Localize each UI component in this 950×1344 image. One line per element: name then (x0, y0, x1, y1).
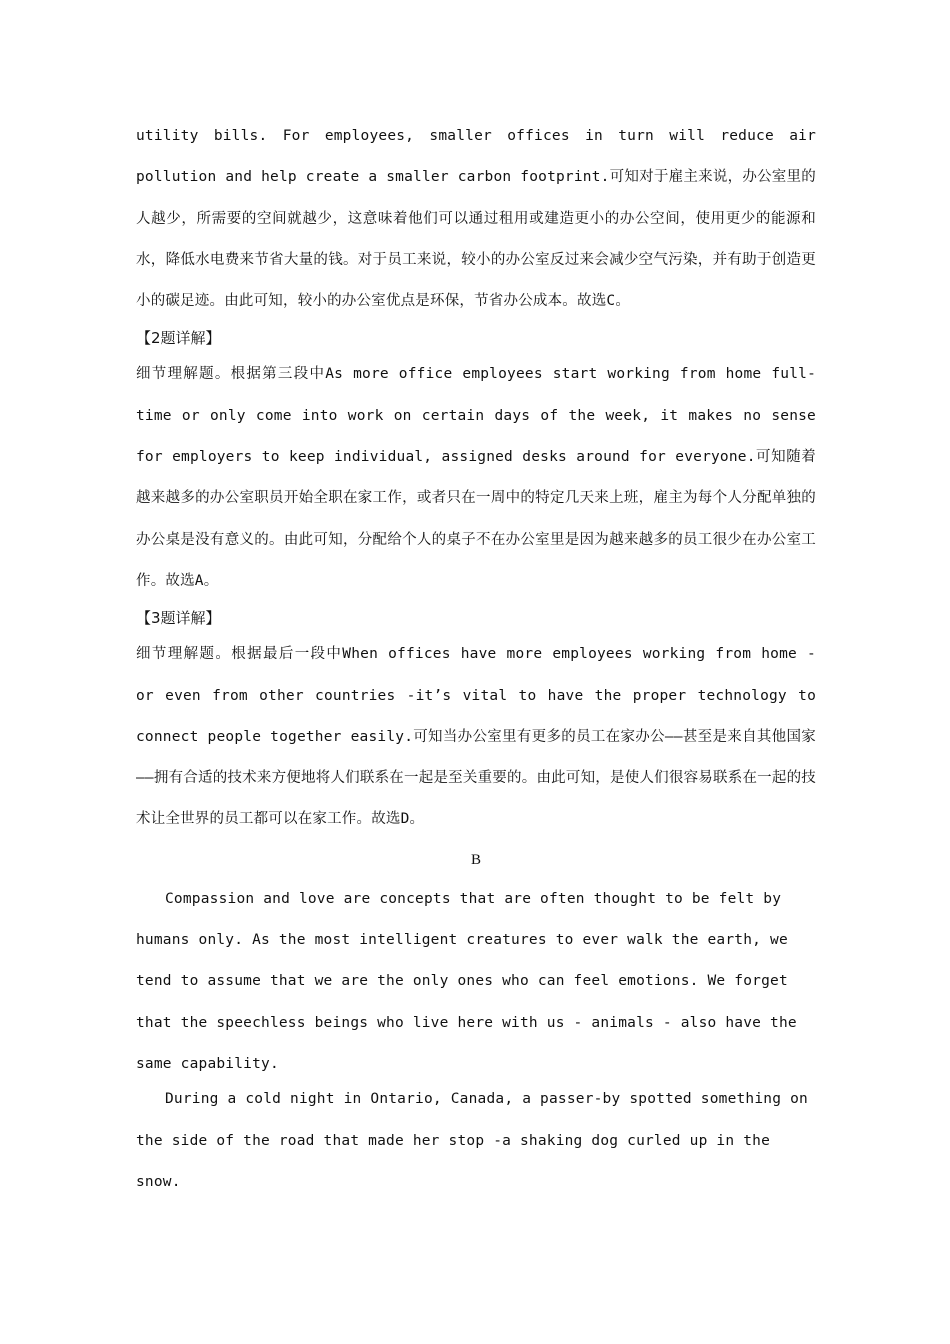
q2-heading: 【2题详解】 (136, 329, 221, 348)
section-b-title: B (470, 851, 481, 868)
q1-explanation-tail: utility bills. For employees, smaller offices in turn will reduce air pollution and help create a smaller carbon footprint.可知对于雇主来说，办公室里的人越少，所需要的空间就越少，这意味着他们可以通过租用或建造更小的办公空间，使用更少的能源和水，降低水电费来节省大量的钱。对于员工来说，较小的办公室反过来会减少空气污染，并有助于创造更小的碳足迹。由此可知，较小的办公室优点是环保，节省办公成本。故选C。 (136, 128, 816, 310)
passage-b-paragraph-2: During a cold night in Ontario, Canada, a passer-by spotted something on the side of the road that made her stop -a shaking dog curled up in the snow. (136, 1091, 808, 1190)
page-content (136, 116, 816, 1203)
q2-explanation: 细节理解题。根据第三段中As more office employees start working from home full-time or only come into work on certain days of the week, it makes no sense for employers to keep individual, assigned desks around for everyone.可知随着越来越多的办公室职员开始全职在家工作，或者只在一周中的特定几天来上班，雇主为每个人分配单独的办公桌是没有意义的。由此可知，分配给个人的桌子不在办公室里是因为越来越多的员工很少在办公室工作。故选A。 (136, 366, 816, 589)
passage-b-paragraph-1: Compassion and love are concepts that are often thought to be felt by humans only. As the most intelligent creatures to ever walk the earth, we tend to assume that we are the only ones who can feel emotions. We forget that the speechless beings who live here with us - animals - also have the same capability. (136, 890, 797, 1072)
q3-heading: 【3题详解】 (136, 609, 221, 628)
q3-explanation: 细节理解题。根据最后一段中When offices have more employees working from home - or even from other countries -it’s vital to have the proper technology to connect people together easily.可知当办公室里有更多的员工在家办公——甚至是来自其他国家——拥有合适的技术来方便地将人们联系在一起是至关重要的。由此可知，是使人们很容易联系在一起的技术让全世界的员工都可以在家工作。故选D。 (136, 646, 816, 828)
